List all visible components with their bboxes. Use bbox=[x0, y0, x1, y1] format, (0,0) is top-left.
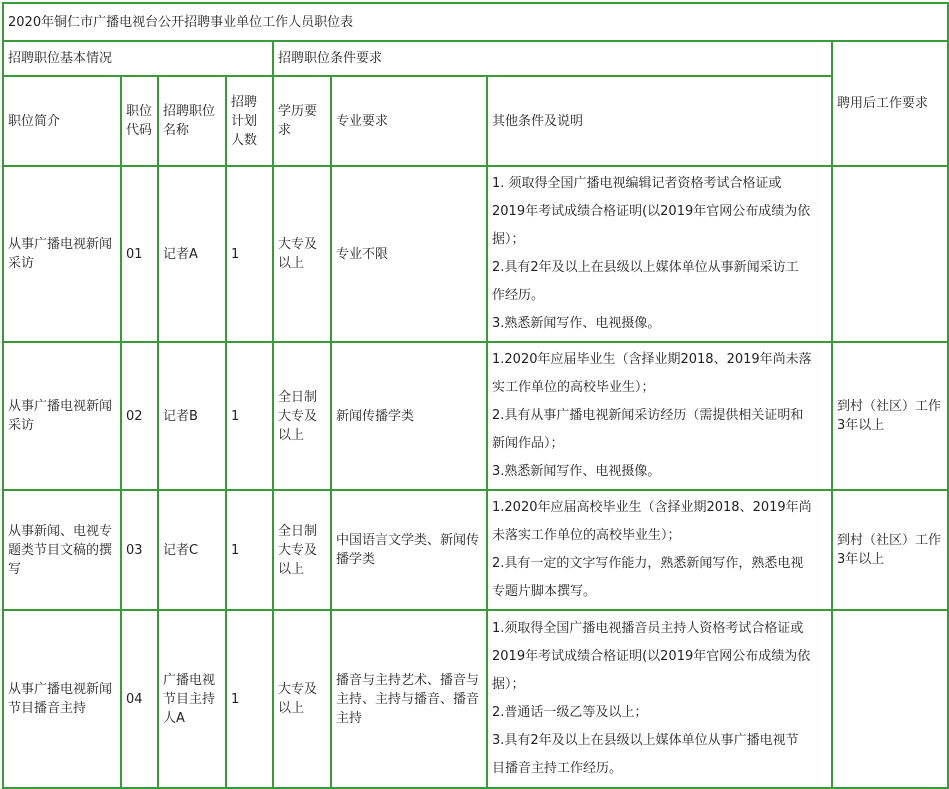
cell-education: 大专及以上 bbox=[273, 166, 331, 342]
other-line: 1. 须取得全国广播电视编辑记者资格考试合格证或 bbox=[492, 176, 782, 191]
cell-count: 1 bbox=[226, 490, 273, 610]
cell-code: 01 bbox=[121, 166, 158, 342]
other-line: 2.具有一定的文字写作能力，熟悉新闻写作，熟悉电视 bbox=[492, 556, 804, 571]
other-line: 据）； bbox=[492, 232, 525, 247]
other-line: 2019年考试成绩合格证明(以2019年官网公布成绩为依 bbox=[492, 649, 811, 664]
section-conditions: 招聘职位条件要求 bbox=[273, 41, 832, 76]
cell-other bbox=[487, 610, 832, 788]
header-education: 学历要求 bbox=[273, 76, 331, 166]
table-row bbox=[3, 610, 948, 788]
cell-count: 1 bbox=[226, 342, 273, 490]
cell-education: 全日制大专及以上 bbox=[273, 342, 331, 490]
other-line: 2.具有2年及以上在县级以上媒体单位从事新闻采访工 bbox=[492, 260, 799, 275]
job-positions-table bbox=[2, 2, 949, 789]
cell-code: 02 bbox=[121, 342, 158, 490]
other-line: 目播音主持工作经历。 bbox=[492, 761, 623, 776]
cell-count: 1 bbox=[226, 166, 273, 342]
table-title: 2020年铜仁市广播电视台公开招聘事业单位工作人员职位表 bbox=[3, 3, 948, 41]
header-code: 职位代码 bbox=[121, 76, 158, 166]
other-line: 1.2020年应届高校毕业生（含择业期2018、2019年尚 bbox=[492, 500, 812, 515]
header-after-hire: 聘用后工作要求 bbox=[832, 41, 948, 166]
header-count: 招聘计划人数 bbox=[226, 76, 273, 166]
cell-after bbox=[832, 166, 948, 342]
cell-major: 中国语言文学类、新闻传播学类 bbox=[331, 490, 487, 610]
other-line: 3.熟悉新闻写作、电视摄像。 bbox=[492, 316, 661, 331]
cell-other bbox=[487, 490, 832, 610]
cell-name: 广播电视节目主持人A bbox=[158, 610, 226, 788]
cell-code: 03 bbox=[121, 490, 158, 610]
other-line: 1.须取得全国广播电视播音员主持人资格考试合格证或 bbox=[492, 621, 804, 636]
cell-after: 到村（社区）工作3年以上 bbox=[832, 490, 948, 610]
table-row bbox=[3, 342, 948, 490]
cell-after bbox=[832, 610, 948, 788]
cell-major: 新闻传播学类 bbox=[331, 342, 487, 490]
other-line: 实工作单位的高校毕业生）； bbox=[492, 380, 655, 395]
other-line: 2019年考试成绩合格证明(以2019年官网公布成绩为依 bbox=[492, 204, 811, 219]
other-line: 专题片脚本撰写。 bbox=[492, 584, 597, 599]
other-line: 据）； bbox=[492, 677, 525, 692]
cell-intro: 从事广播电视新闻采访 bbox=[3, 342, 121, 490]
cell-count: 1 bbox=[226, 610, 273, 788]
other-line: 3.熟悉新闻写作、电视摄像。 bbox=[492, 464, 661, 479]
cell-education: 大专及以上 bbox=[273, 610, 331, 788]
table-row bbox=[3, 166, 948, 342]
header-other: 其他条件及说明 bbox=[487, 76, 832, 166]
table-row bbox=[3, 490, 948, 610]
header-name: 招聘职位名称 bbox=[158, 76, 226, 166]
cell-other bbox=[487, 342, 832, 490]
other-line: 新闻作品）； bbox=[492, 436, 564, 451]
cell-major: 播音与主持艺术、播音与主持、主持与播音、播音主持 bbox=[331, 610, 487, 788]
other-line: 3.具有2年及以上在县级以上媒体单位从事广播电视节 bbox=[492, 733, 799, 748]
cell-major: 专业不限 bbox=[331, 166, 487, 342]
other-line: 未落实工作单位的高校毕业生）； bbox=[492, 528, 681, 543]
cell-intro: 从事广播电视新闻节目播音主持 bbox=[3, 610, 121, 788]
header-intro: 职位简介 bbox=[3, 76, 121, 166]
cell-name: 记者B bbox=[158, 342, 226, 490]
other-line: 2.普通话一级乙等及以上； bbox=[492, 705, 648, 720]
cell-after: 到村（社区）工作3年以上 bbox=[832, 342, 948, 490]
cell-education: 全日制大专及以上 bbox=[273, 490, 331, 610]
cell-intro: 从事广播电视新闻采访 bbox=[3, 166, 121, 342]
cell-name: 记者C bbox=[158, 490, 226, 610]
cell-code: 04 bbox=[121, 610, 158, 788]
cell-intro: 从事新闻、电视专题类节目文稿的撰写 bbox=[3, 490, 121, 610]
section-basic-info: 招聘职位基本情况 bbox=[3, 41, 273, 76]
other-line: 2.具有从事广播电视新闻采访经历（需提供相关证明和 bbox=[492, 408, 804, 423]
cell-name: 记者A bbox=[158, 166, 226, 342]
other-line: 1.2020年应届毕业生（含择业期2018、2019年尚未落 bbox=[492, 352, 812, 367]
header-major: 专业要求 bbox=[331, 76, 487, 166]
cell-other bbox=[487, 166, 832, 342]
other-line: 作经历。 bbox=[492, 288, 545, 303]
